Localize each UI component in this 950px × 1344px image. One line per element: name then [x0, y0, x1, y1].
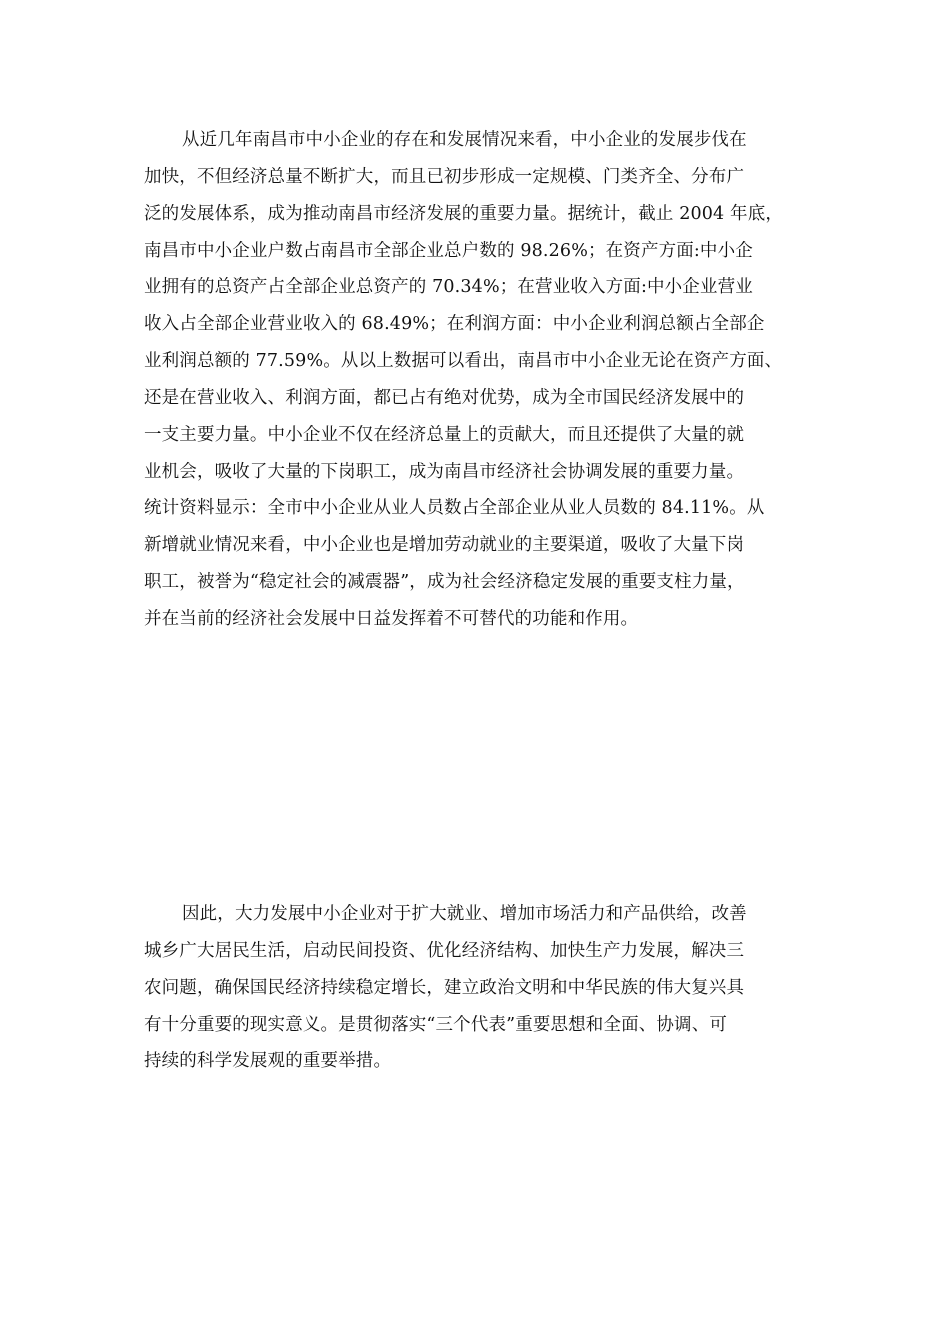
text-line: 业机会，吸收了大量的下岗职工，成为南昌市经济社会协调发展的重要力量。	[144, 461, 745, 482]
text-line: 新增就业情况来看，中小企业也是增加劳动就业的主要渠道，吸收了大量下岗	[144, 535, 745, 556]
text-line: 还是在营业收入、利润方面，都已占有绝对优势，成为全市国民经济发展中的	[144, 387, 745, 408]
text-line: 持续的科学发展观的重要举措。	[144, 1051, 392, 1072]
text-line: 一支主要力量。中小企业不仅在经济总量上的贡献大，而且还提供了大量的就	[144, 424, 745, 445]
text-line: 并在当前的经济社会发展中日益发挥着不可替代的功能和作用。	[144, 608, 639, 629]
text-line: 加快，不但经济总量不断扩大，而且已初步形成一定规模、门类齐全、分布广	[144, 166, 745, 187]
text-line: 业利润总额的 77.59%。从以上数据可以看出，南昌市中小企业无论在资产方面、	[144, 351, 783, 372]
text-line: 统计资料显示：全市中小企业从业人员数占全部企业从业人员数的 84.11%。从	[144, 498, 765, 519]
text-line: 收入占全部企业营业收入的 68.49%；在利润方面：中小企业利润总额占全部企	[144, 314, 765, 335]
text-line: 农问题，确保国民经济持续稳定增长，建立政治文明和中华民族的伟大复兴具	[144, 977, 745, 998]
text-line: 业拥有的总资产占全部企业总资产的 70.34%；在营业收入方面:中小企业营业	[144, 277, 753, 298]
text-line: 城乡广大居民生活，启动民间投资、优化经济结构、加快生产力发展，解决三	[144, 940, 745, 961]
text-line: 南昌市中小企业户数占南昌市全部企业总户数的 98.26%；在资产方面:中小企	[144, 240, 753, 261]
text-line: 职工，被誉为“稳定社会的减震器”，成为社会经济稳定发展的重要支柱力量，	[144, 572, 745, 593]
text-line: 泛的发展体系，成为推动南昌市经济发展的重要力量。据统计，截止 2004 年底，	[144, 203, 784, 224]
text-line: 从近几年南昌市中小企业的存在和发展情况来看，中小企业的发展步伐在	[182, 130, 747, 150]
text-line: 因此，大力发展中小企业对于扩大就业、增加市场活力和产品供给，改善	[182, 904, 747, 924]
paragraph-significance	[144, 896, 824, 1080]
paragraph-sme-development	[144, 122, 824, 638]
text-line: 有十分重要的现实意义。是贯彻落实“三个代表”重要思想和全面、协调、可	[144, 1014, 727, 1035]
